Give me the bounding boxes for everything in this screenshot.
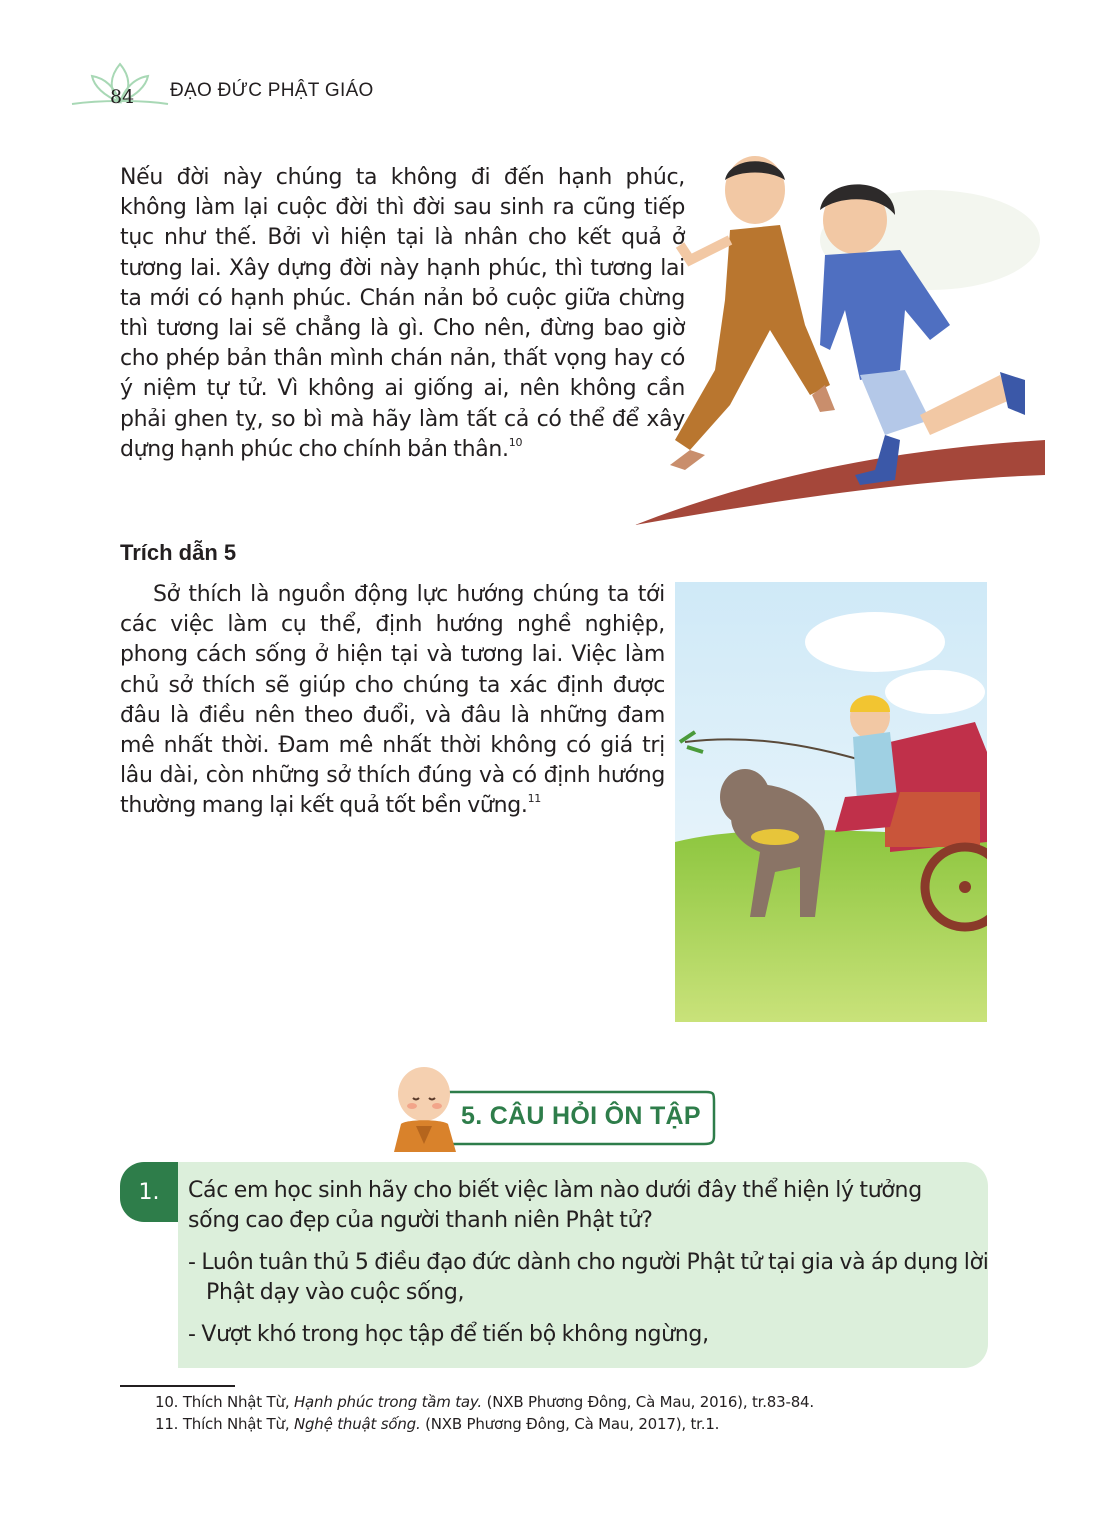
paragraph-1-text: Nếu đời này chúng ta không đi đến hạnh phúc, không làm lại cuộc đời thì đời sau sinh ra cũng tiếp tục như thế. Bởi vì hiện tại là nhân cho kết quả ở tương lai. Xây dựng đời này hạnh phúc, thì tương lai ta mới có hạnh phúc. Chán nản bỏ cuộc giữa chừng thì tương lai sẽ chẳng là gì. Cho nên, đừng bao giờ cho phép bản thân mình chán nản, thất vọng hay có ý niệm tự tử. Vì không ai giống ai, nên không cần phải ghen tỵ, so bì mà hãy làm tất cả có thể để xây dựng hạnh phúc cho chính bản thân. <box>120 165 685 462</box>
running-boys-illustration <box>630 150 1050 530</box>
footnote-10-prefix: 10. Thích Nhật Từ, <box>155 1393 294 1411</box>
footnote-10-title: Hạnh phúc trong tầm tay. <box>293 1393 483 1411</box>
review-section-title: 5. CÂU HỎI ÔN TẬP <box>461 1102 701 1130</box>
footnote-11-suffix: (NXB Phương Đông, Cà Mau, 2017), tr.1. <box>420 1415 720 1433</box>
boy-brown-robe <box>670 156 835 470</box>
paragraph-2-text: Sở thích là nguồn động lực hướng chúng ta tới các việc làm cụ thể, định hướng nghề nghiệp, phong cách sống ở hiện tại và tương lai. Việc làm chủ sở thích sẽ giúp cho chúng ta xác định được đâu là điều nên theo đuổi, và đâu là những đam mê nhất thời. Đam mê nhất thời không có giá trị lâu dài, còn những sở thích đúng và có định hướng thường mang lại kết quả tốt bền vững. <box>120 582 665 819</box>
review-section-banner <box>386 1062 726 1162</box>
body-paragraph-2 <box>120 580 665 822</box>
page-number: 84 <box>110 86 135 108</box>
quote-5-heading: Trích dẫn 5 <box>120 540 237 565</box>
footnote-11-prefix: 11. Thích Nhật Từ, <box>155 1415 294 1433</box>
footnote-ref-10[interactable]: 10 <box>508 435 523 449</box>
footnote-11 <box>155 1414 719 1434</box>
page-header <box>70 60 490 120</box>
donkey-cart-illustration <box>675 582 987 1022</box>
novice-monk-icon <box>386 1064 466 1159</box>
footnote-10-suffix: (NXB Phương Đông, Cà Mau, 2016), tr.83-84. <box>482 1393 814 1411</box>
answer-option-2: - Vượt khó trong học tập để tiến bộ không ngừng, <box>188 1322 709 1347</box>
body-paragraph-1 <box>120 163 685 465</box>
question-text: Các em học sinh hãy cho biết việc làm nào dưới đây thể hiện lý tưởng sống cao đẹp của người thanh niên Phật tử? <box>188 1178 922 1233</box>
footnote-10 <box>155 1392 814 1412</box>
footnote-divider <box>120 1385 235 1387</box>
question-number-badge: 1. <box>120 1162 178 1222</box>
footnote-11-title: Nghệ thuật sống. <box>293 1415 421 1433</box>
running-header-title: ĐẠO ĐỨC PHẬT GIÁO <box>170 80 374 101</box>
footnote-ref-11[interactable]: 11 <box>527 792 541 806</box>
answer-option-1: - Luôn tuân thủ 5 điều đạo đức dành cho người Phật tử tại gia và áp dụng lời Phật dạy vào cuộc sống, <box>188 1250 989 1305</box>
